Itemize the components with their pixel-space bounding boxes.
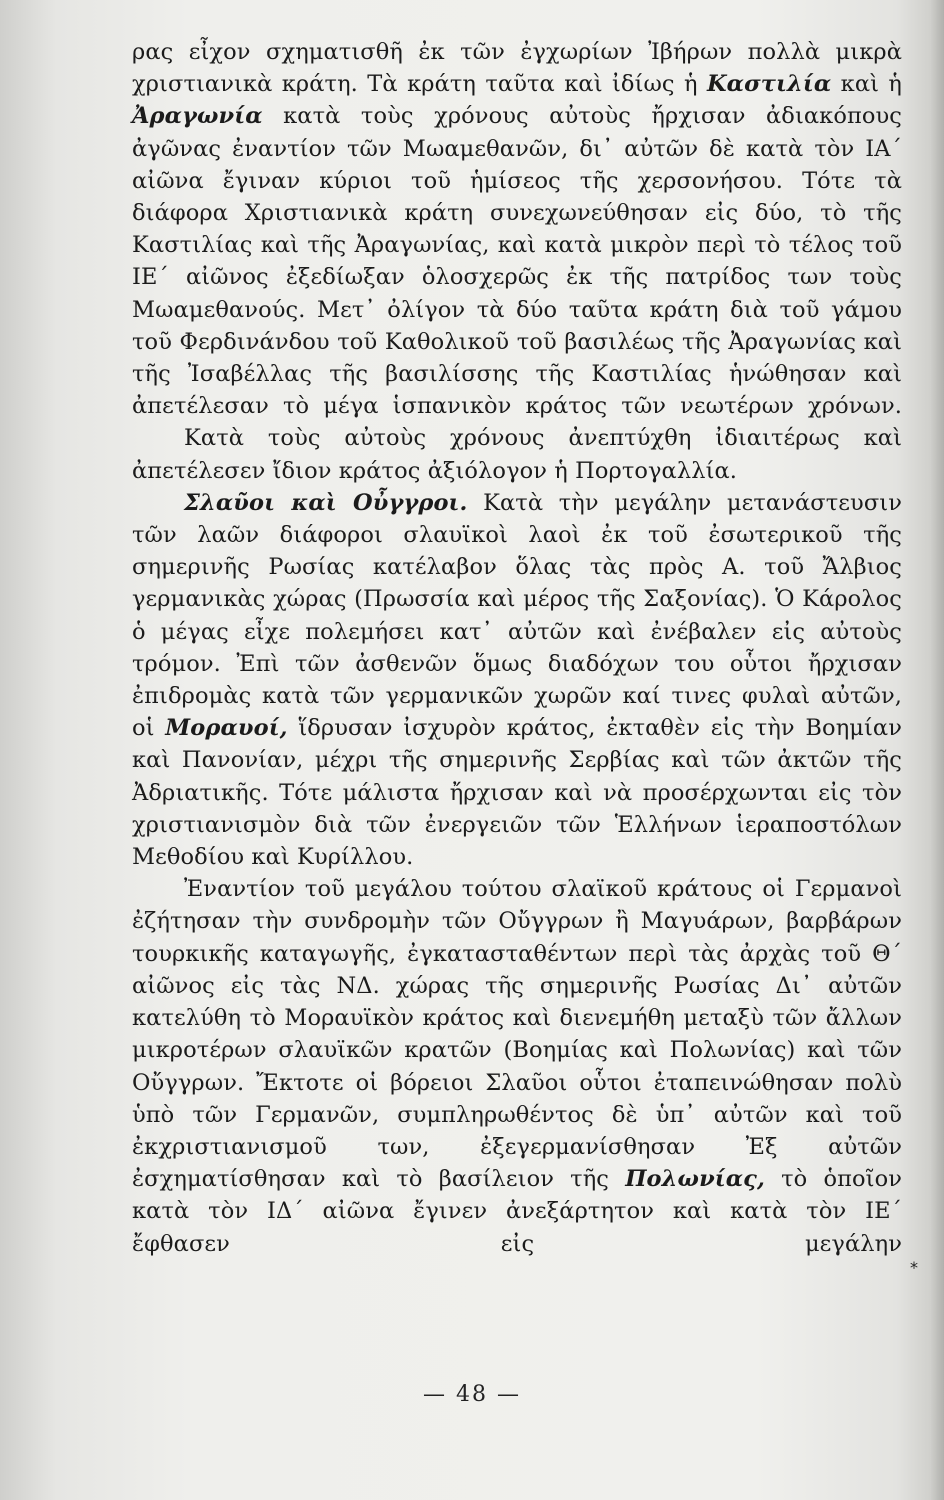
body-text xyxy=(132,36,902,1260)
margin-asterisk: * xyxy=(910,1258,918,1277)
paragraph-3 xyxy=(132,487,902,873)
paragraph-1 xyxy=(132,36,902,422)
text-run: ἵδρυσαν ἰσχυρὸν κράτος, ἐκταθὲν εἰς τὴν Βοημίαν καὶ Πανονίαν, μέχρι τῆς σημερινῆς Σερβίας καὶ τῶν ἀκτῶν τῆς Ἀδριατικῆς. Τότε μάλιστα ἤρχισαν καὶ νὰ προσέρχωνται εἰς τὸν χριστιανισμὸν διὰ τῶν ἐνεργειῶν τῶν Ἑλλήνων ἱεραποστόλων Μεθοδίου καὶ Κυρίλλου. xyxy=(132,715,902,871)
text-run: Ἐναντίον τοῦ μεγάλου τούτου σλαϊκοῦ κράτους οἱ Γερμανοὶ ἐζήτησαν τὴν συνδρομὴν τῶν Οὔγγρων ἢ Μαγυάρων, βαρβάρων τουρκικῆς καταγωγῆς, ἐγκατασταθέντων περὶ τὰς ἀρχὰς τοῦ Θ΄ αἰῶνος εἰς τὰς ΝΔ. χώρας τῆς σημερινῆς Ρωσίας Δι᾿ αὐτῶν κατελύθη τὸ Μοραυϊκὸν κράτος καὶ διενεμήθη μεταξὺ τῶν ἄλλων μικροτέρων σλαυϊκῶν κρατῶν (Βοημίας καὶ Πολωνίας) καὶ τῶν Οὔγγρων. Ἔκτοτε οἱ βόρειοι Σλαῦοι οὗτοι ἐταπεινώθησαν πολὺ ὑπὸ τῶν Γερμανῶν, συμπληρωθέντος δὲ ὑπ᾿ αὐτῶν καὶ τοῦ ἐκχριστιανισμοῦ των, ἐξεγερμανίσθησαν Ἐξ αὐτῶν ἐσχηματίσθησαν καὶ τὸ βασίλειον τῆς xyxy=(132,876,902,1193)
page-number: — 48 — xyxy=(423,1382,521,1407)
section-heading: Σλαῦοι καὶ Οὖγγροι. xyxy=(184,489,468,516)
emphasized-term: Μοραυοί, xyxy=(165,715,288,742)
text-run: Κατὰ τὴν μεγάλην μετανάστευσιν τῶν λαῶν διάφοροι σλαυϊκοὶ λαοὶ ἐκ τοῦ ἐσωτερικοῦ τῆς σημερινῆς Ρωσίας κατέλαβον ὅλας τὰς πρὸς Α. τοῦ Ἄλβιος γερμανικὰς χώρας (Πρωσσία καὶ μέρος τῆς Σαξονίας). Ὁ Κάρολος ὁ μέγας εἶχε πολεμήσει κατ᾿ αὐτῶν καὶ ἐνέβαλεν εἰς αὐτοὺς τρόμον. Ἐπὶ τῶν ἀσθενῶν ὅμως διαδόχων του οὗτοι ἤρχισαν ἐπιδρομὰς κατὰ τῶν γερμανικῶν χωρῶν καί τινες φυλαὶ αὐτῶν, οἱ xyxy=(132,489,902,742)
text-run: ρας εἶχον σχηματισθῆ ἐκ τῶν ἐγχωρίων Ἰβήρων πολλὰ μικρὰ χριστιανικὰ κράτη. Τὰ κράτη ταῦτα καὶ ἰδίως ἡ xyxy=(132,39,902,98)
text-run: τὸ ὁποῖον κατὰ τὸν ΙΔ΄ αἰῶνα ἔγινεν ἀνεξάρτητον καὶ κατὰ τὸν ΙΕ΄ ἔφθασεν εἰς μεγάλην xyxy=(132,1166,902,1257)
emphasized-term: Ἀραγωνία xyxy=(132,103,263,130)
paragraph-4 xyxy=(132,873,902,1259)
emphasized-term: Καστιλία xyxy=(707,71,832,98)
text-run: κατὰ τοὺς χρόνους αὐτοὺς ἤρχισαν ἀδιακόπους ἀγῶνας ἐναντίον τῶν Μωαμεθανῶν, δι᾿ αὐτῶν δὲ κατὰ τὸν ΙΑ΄ αἰῶνα ἔγιναν κύριοι τοῦ ἡμίσεος τῆς χερσονήσου. Τότε τὰ διάφορα Χριστιανικὰ κράτη συνεχωνεύθησαν εἰς δύο, τὸ τῆς Καστιλίας καὶ τῆς Ἀραγωνίας, καὶ κατὰ μικρὸν περὶ τὸ τέλος τοῦ ΙΕ΄ αἰῶνος ἐξεδίωξαν ὁλοσχερῶς ἐκ τῆς πατρίδος των τοὺς Μωαμεθανούς. Μετ᾿ ὀλίγον τὰ δύο ταῦτα κράτη διὰ τοῦ γάμου τοῦ Φερδινάνδου τοῦ Καθολικοῦ τοῦ βασιλέως τῆς Ἀραγωνίας καὶ τῆς Ἰσαβέλλας τῆς βασιλίσσης τῆς Καστιλίας ἡνώθησαν καὶ ἀπετέλεσαν τὸ μέγα ἱσπανικὸν κράτος τῶν νεωτέρων χρόνων. xyxy=(132,103,902,420)
text-run: Κατὰ τοὺς αὐτοὺς χρόνους ἀνεπτύχθη ἰδιαιτέρως καὶ ἀπετέλεσεν ἴδιον κράτος ἀξιόλογον ἡ Πορτογαλλία. xyxy=(132,425,902,484)
emphasized-term: Πολωνίας, xyxy=(625,1166,765,1193)
text-run: καὶ ἡ xyxy=(831,71,902,98)
paragraph-2 xyxy=(132,422,902,486)
page-edge-shadow xyxy=(930,0,944,1500)
